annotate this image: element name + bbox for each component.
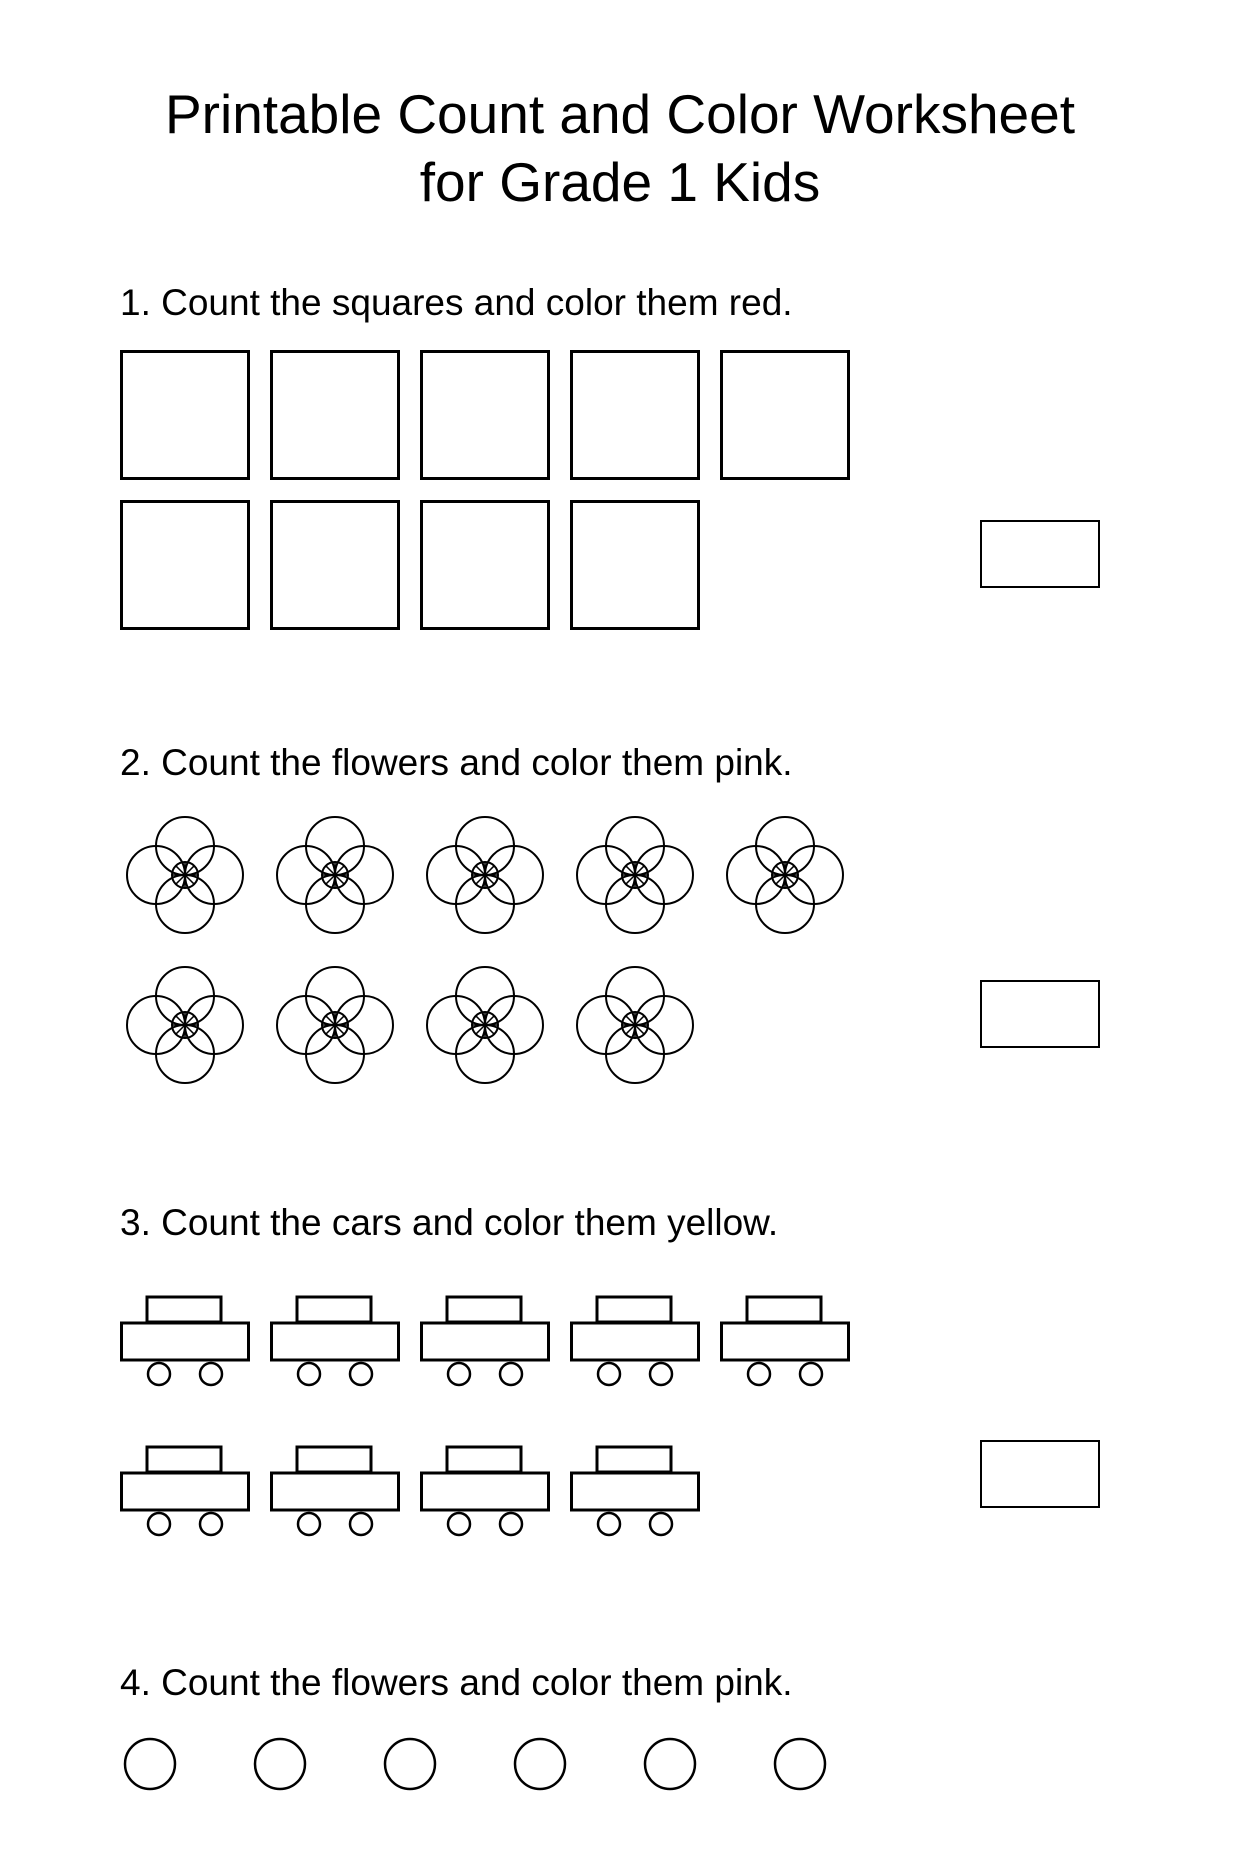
- flower-icon: [120, 960, 250, 1090]
- square-icon-graphic: [270, 350, 400, 480]
- flower-icon: [120, 1730, 250, 1860]
- question-1-text: 1. Count the squares and color them red.: [120, 282, 793, 323]
- square-icon: [120, 350, 250, 480]
- square-icon: [270, 500, 400, 630]
- car-icon: [570, 1295, 700, 1425]
- car-icon: [420, 1445, 550, 1575]
- flower-icon: [270, 960, 400, 1090]
- car-icon: [570, 1445, 700, 1575]
- worksheet-title: [0, 80, 1240, 216]
- flower-icon: [420, 810, 550, 940]
- flower-icon-graphic: [270, 960, 400, 1090]
- flower-icon: [570, 810, 700, 940]
- title-line-2: for Grade 1 Kids: [419, 151, 821, 213]
- answer-box-1[interactable]: [980, 520, 1100, 588]
- flower-icon-graphic: [250, 1730, 380, 1860]
- square-icon-graphic: [720, 350, 850, 480]
- flower-icon-graphic: [420, 960, 550, 1090]
- square-icon: [120, 500, 250, 630]
- flower-icon-graphic: [570, 960, 700, 1090]
- flowers-row-3: [120, 1730, 920, 1860]
- flower-icon: [570, 960, 700, 1090]
- square-icon-graphic: [570, 350, 700, 480]
- car-icon-graphic: [420, 1445, 550, 1575]
- flower-icon: [120, 810, 250, 940]
- car-icon-graphic: [570, 1295, 700, 1425]
- square-icon: [270, 350, 400, 480]
- car-icon: [120, 1295, 250, 1425]
- car-icon: [120, 1445, 250, 1575]
- flower-icon-graphic: [570, 810, 700, 940]
- question-2-text: 2. Count the flowers and color them pink.: [120, 742, 793, 783]
- square-icon-graphic: [570, 500, 700, 630]
- flower-icon: [420, 960, 550, 1090]
- question-3-text: 3. Count the cars and color them yellow.: [120, 1202, 779, 1243]
- car-icon-graphic: [420, 1295, 550, 1425]
- square-icon: [420, 500, 550, 630]
- square-icon: [570, 350, 700, 480]
- flower-icon: [640, 1730, 770, 1860]
- square-icon: [420, 350, 550, 480]
- answer-box-3[interactable]: [980, 1440, 1100, 1508]
- flower-icon: [250, 1730, 380, 1860]
- car-icon-graphic: [270, 1445, 400, 1575]
- square-icon-graphic: [120, 500, 250, 630]
- car-icon: [270, 1295, 400, 1425]
- flower-icon-graphic: [770, 1730, 900, 1860]
- square-icon-graphic: [420, 500, 550, 630]
- flower-icon-graphic: [720, 810, 850, 940]
- car-icon-graphic: [270, 1295, 400, 1425]
- car-icon-graphic: [120, 1295, 250, 1425]
- question-4-text: 4. Count the flowers and color them pink.: [120, 1662, 793, 1703]
- flower-icon: [270, 810, 400, 940]
- square-icon-graphic: [270, 500, 400, 630]
- flower-icon-graphic: [640, 1730, 770, 1860]
- square-icon: [570, 500, 700, 630]
- car-icon-graphic: [120, 1445, 250, 1575]
- flower-icon-graphic: [120, 810, 250, 940]
- car-icon: [270, 1445, 400, 1575]
- flower-icon-graphic: [120, 960, 250, 1090]
- flower-icon: [720, 810, 850, 940]
- square-icon: [720, 350, 850, 480]
- square-icon-graphic: [120, 350, 250, 480]
- title-line-1: Printable Count and Color Worksheet: [164, 83, 1076, 145]
- flower-icon-graphic: [420, 810, 550, 940]
- car-icon-graphic: [570, 1445, 700, 1575]
- flower-icon-graphic: [120, 1730, 250, 1860]
- square-icon-graphic: [420, 350, 550, 480]
- flower-icon-graphic: [270, 810, 400, 940]
- flower-icon: [510, 1730, 640, 1860]
- answer-box-2[interactable]: [980, 980, 1100, 1048]
- flower-icon-graphic: [380, 1730, 510, 1860]
- flower-icon: [380, 1730, 510, 1860]
- flower-icon-graphic: [510, 1730, 640, 1860]
- car-icon: [720, 1295, 850, 1425]
- car-icon: [420, 1295, 550, 1425]
- car-icon-graphic: [720, 1295, 850, 1425]
- flower-icon: [770, 1730, 900, 1860]
